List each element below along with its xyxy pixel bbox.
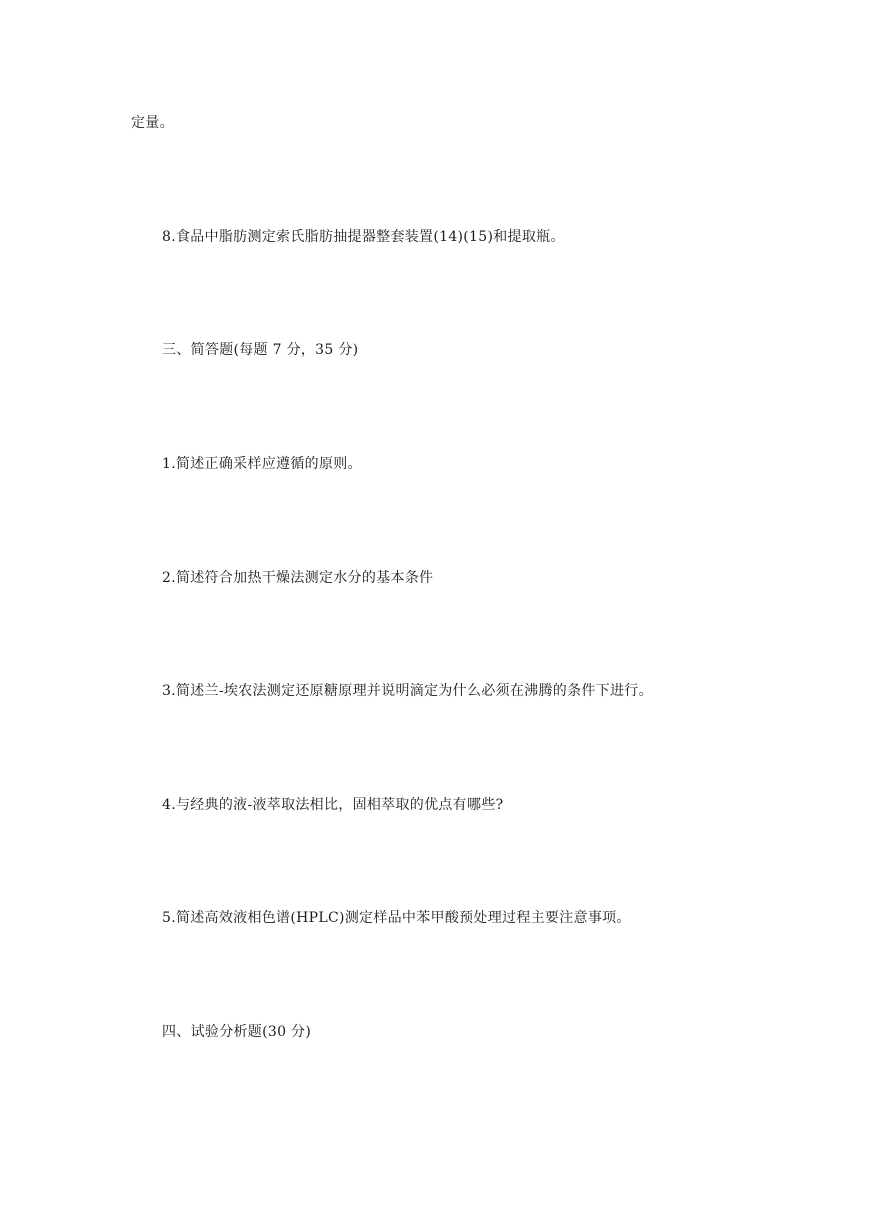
section-4-heading: 四、试验分析题(30 分): [162, 1024, 312, 1040]
continuation-text: 定量。: [131, 115, 174, 131]
section-3-heading: 三、简答题(每题 7 分，35 分): [162, 342, 359, 358]
short-answer-question-4: 4.与经典的液-液萃取法相比，固相萃取的优点有哪些?: [162, 797, 504, 813]
fill-in-item-8: 8.食品中脂肪测定索氏脂肪抽提器整套装置(14)(15)和提取瓶。: [162, 229, 565, 245]
short-answer-question-1: 1.简述正确采样应遵循的原则。: [162, 456, 362, 472]
short-answer-question-2: 2.简述符合加热干燥法测定水分的基本条件: [162, 570, 434, 586]
short-answer-question-3: 3.简述兰-埃农法测定还原糖原理并说明滴定为什么必须在沸腾的条件下进行。: [162, 683, 653, 699]
short-answer-question-5: 5.简述高效液相色谱(HPLC)测定样品中苯甲酸预处理过程主要注意事项。: [162, 910, 631, 926]
